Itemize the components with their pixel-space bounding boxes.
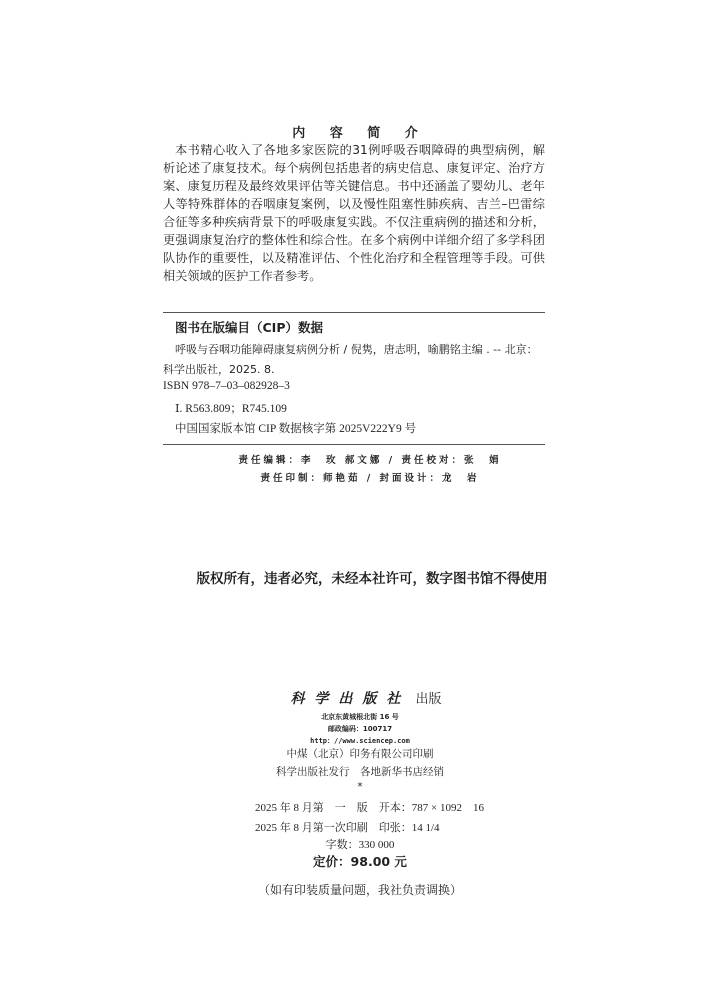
cip-heading: 图书在版编目（CIP）数据: [175, 320, 323, 335]
distribution: 科学出版社发行 各地新华书店经销: [276, 766, 444, 778]
publisher-url: http：//www.sciencep.com: [310, 737, 410, 745]
cip-isbn: ISBN 978–7–03–082928–3: [163, 380, 290, 392]
staff-printing: 责任印制：师艳茹 / 封面设计：龙 岩: [260, 473, 480, 484]
summary-line: 队协作的重要性，以及精准评估、个性化治疗和全程管理等手段。可供: [163, 251, 545, 265]
summary-line: 相关领域的医护工作者参考。: [163, 269, 322, 283]
staff-editors: 责任编辑：李 玫 郝文娜 / 责任校对：张 娟: [238, 455, 502, 466]
summary-line: 案、康复历程及最终效果评估等关键信息。书中还涵盖了婴幼儿、老年: [163, 179, 545, 193]
cip-publisher-line: 科学出版社，2025. 8.: [163, 363, 275, 376]
summary-line: 合征等多种疾病背景下的呼吸康复实践。不仅注重病例的描述和分析，: [163, 215, 545, 229]
separator-star: *: [357, 781, 363, 793]
summary-title: 内 容 简 介: [292, 126, 428, 141]
divider: [163, 444, 545, 445]
price: 定价：98.00 元: [313, 854, 407, 869]
edition-info: 2025 年 8 月第 一 版 开本：787 × 1092 16: [255, 802, 484, 814]
summary-line: 本书精心收入了各地多家医院的31例呼吸吞咽障碍的典型病例，解: [175, 143, 545, 157]
publisher-postcode: 邮政编码：100717: [327, 725, 393, 733]
cip-classification: Ⅰ. R563.809；R745.109: [175, 403, 287, 415]
copyright-notice: 版权所有，违者必究，未经本社许可，数字图书馆不得使用: [196, 571, 548, 587]
cip-record: 中国国家版本馆 CIP 数据核字第 2025V222Y9 号: [175, 423, 417, 435]
divider: [163, 312, 545, 313]
quality-notice: （如有印装质量问题，我社负责调换）: [257, 883, 462, 897]
printer: 中煤（北京）印务有限公司印刷: [286, 748, 434, 760]
publish-label: 出版: [415, 692, 442, 707]
summary-line: 析论述了康复技术。每个病例包括患者的病史信息、康复评定、治疗方: [163, 161, 545, 175]
publisher-logo: 科学出版社: [290, 691, 411, 707]
summary-line: 更强调康复治疗的整体性和综合性。在多个病例中详细介绍了多学科团: [163, 233, 545, 247]
publisher-address: 北京东黄城根北街 16 号: [321, 713, 399, 721]
cip-title-line: 呼吸与吞咽功能障碍康复病例分析 / 倪隽，唐志明，喻鹏铭主编 . -- 北京：: [175, 343, 538, 356]
word-count: 字数：330 000: [325, 839, 395, 851]
summary-line: 人等特殊群体的吞咽康复案例，以及慢性阻塞性肺疾病、吉兰–巴雷综: [163, 197, 545, 211]
printing-info: 2025 年 8 月第一次印刷 印张：14 1/4: [255, 822, 440, 834]
